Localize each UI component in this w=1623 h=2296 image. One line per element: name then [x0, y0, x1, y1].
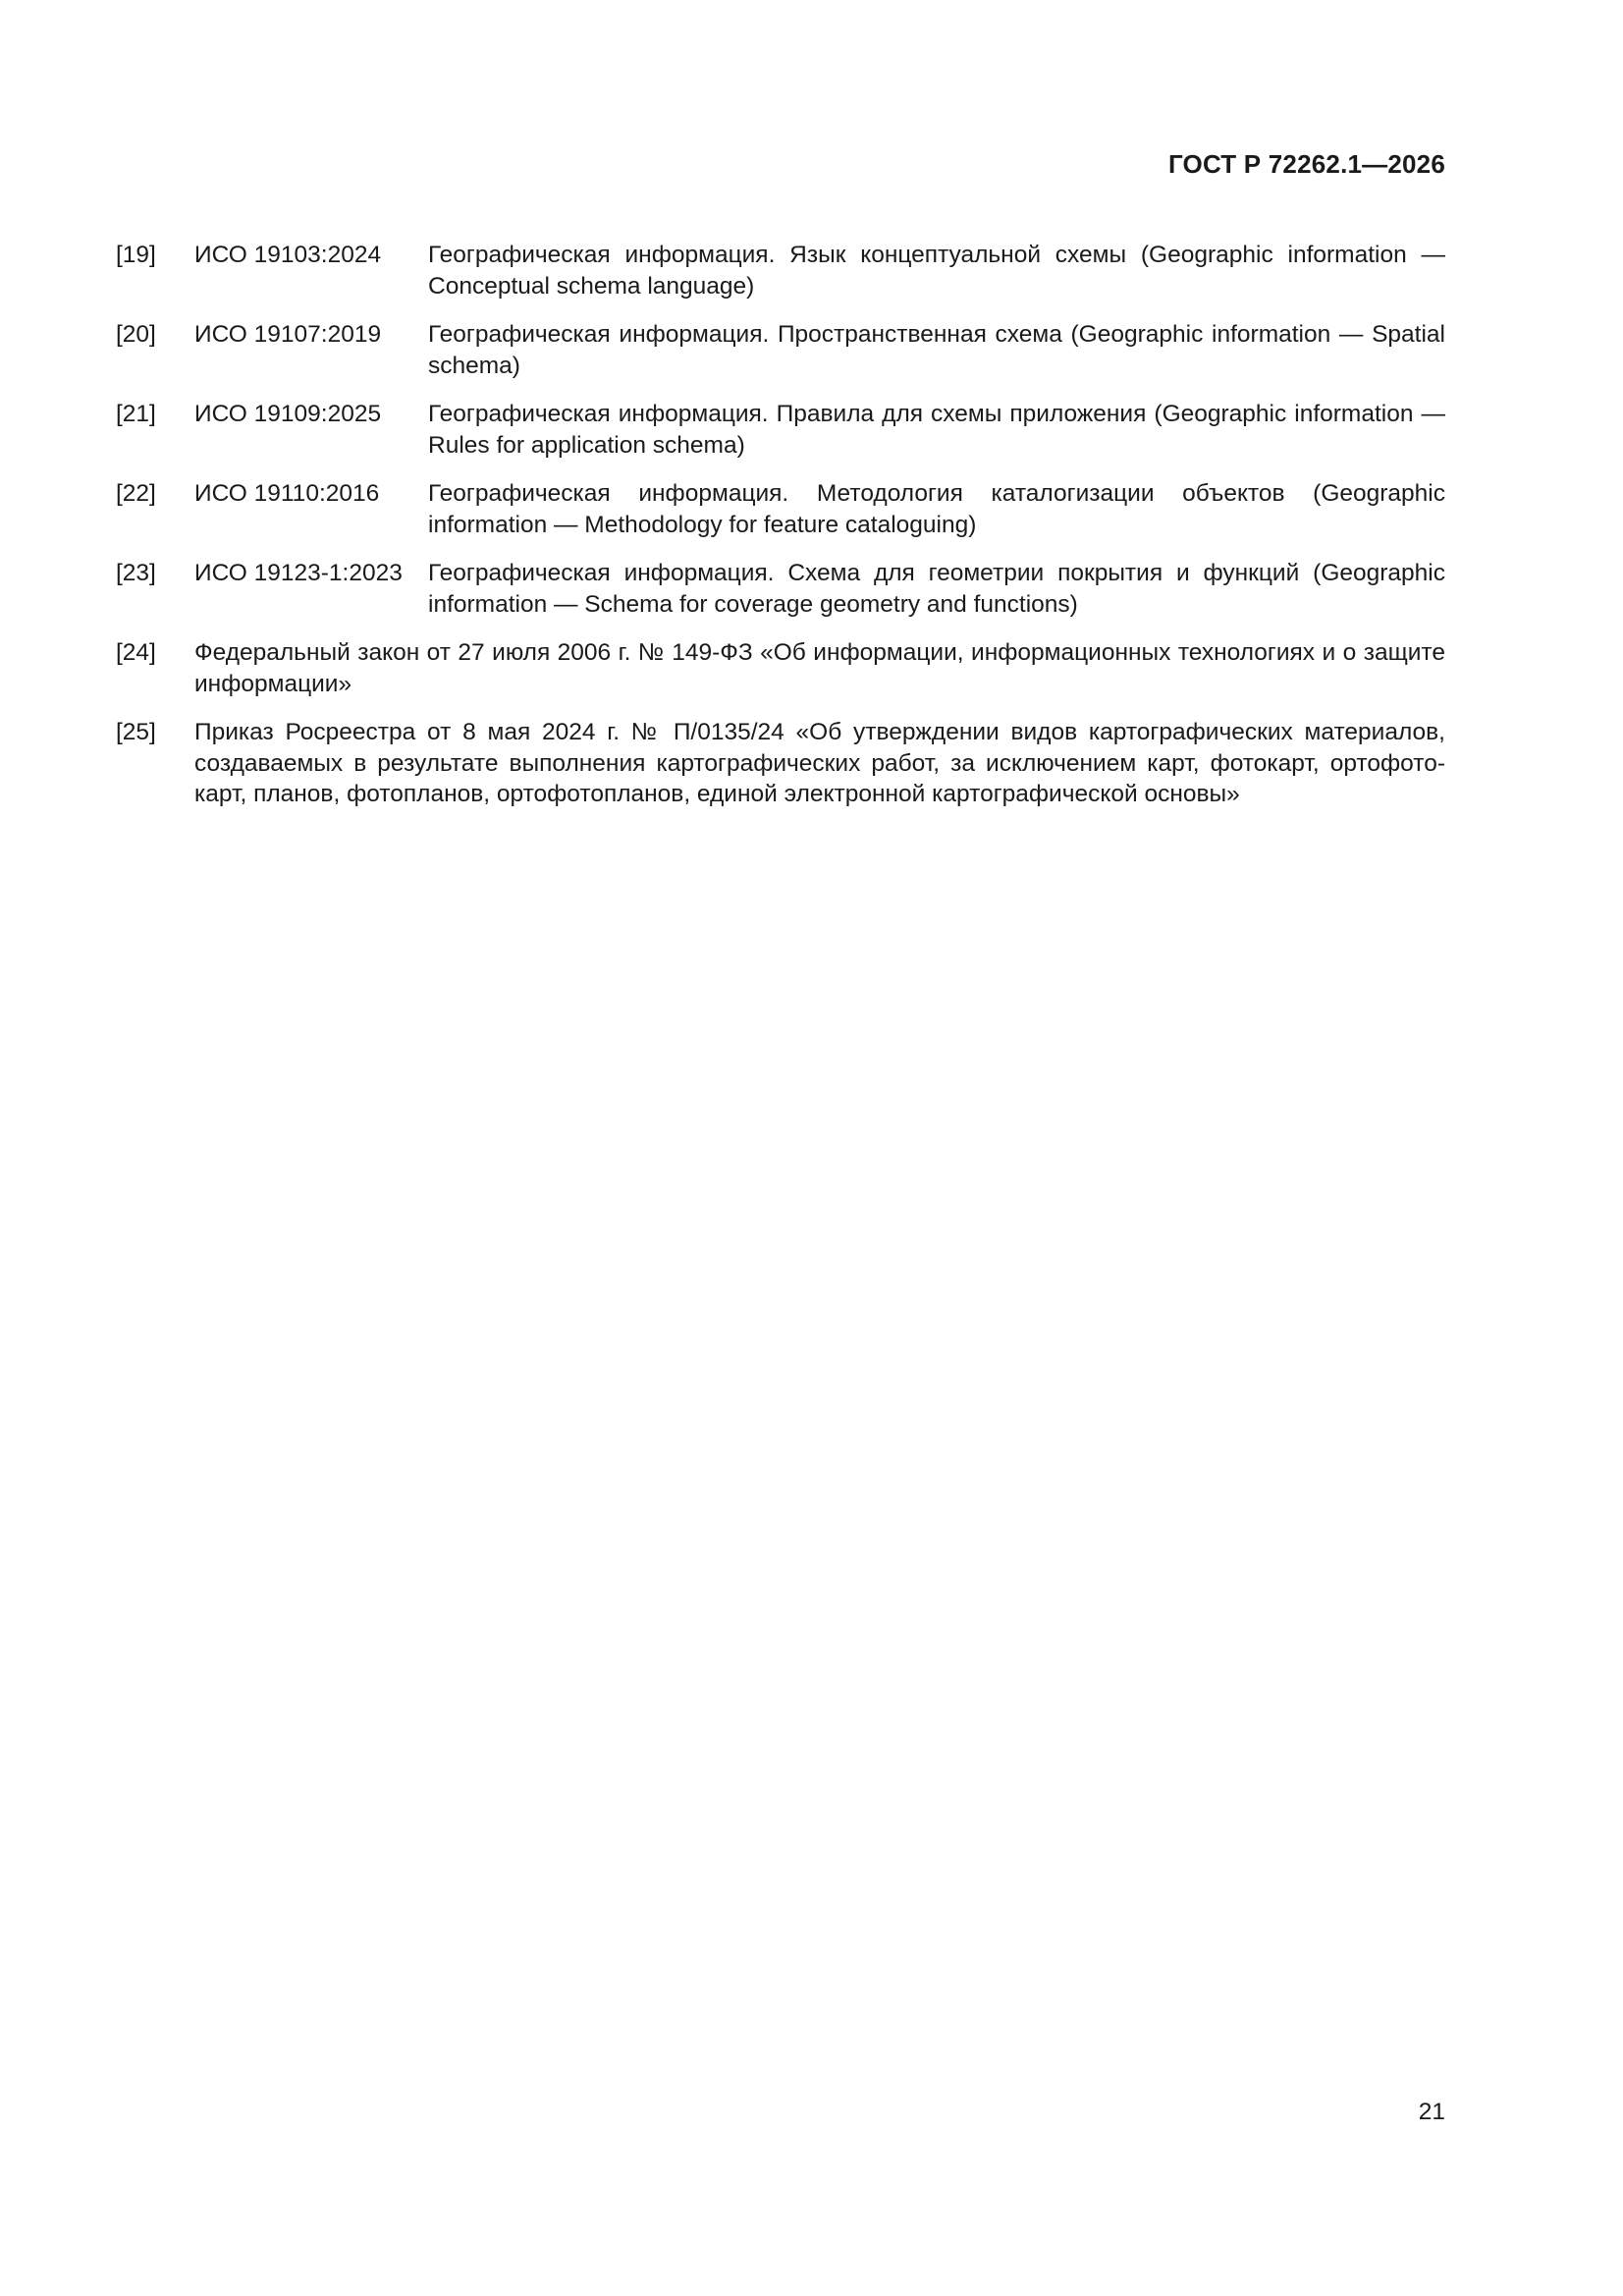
entry-standard-code: ИСО 19123-1:2023 — [194, 560, 403, 586]
entry-number: [24] — [116, 639, 156, 666]
entry-number: [19] — [116, 242, 156, 268]
bibliography-entry — [116, 319, 1445, 381]
entry-title: Приказ Росреестра от 8 мая 2024 г. № П/0135/24 «Об утверждении видов картографических материалов, создаваемых в результате выполнения картографических работ, за исключением карт, фотокарт, ортофотокарт, планов, фотопланов, ортофотопланов, единой электронной картографической основы» — [194, 719, 1445, 807]
entry-title: Географическая информация. Методология каталогизации объектов (Geographic information — Methodology for feature cataloguing) — [428, 480, 1445, 538]
bibliography-entry — [116, 717, 1445, 810]
bibliography-entry — [116, 399, 1445, 461]
entry-title: Географическая информация. Язык концептуальной схемы (Geographic information — Conceptual schema language) — [428, 242, 1445, 300]
entry-title: Федеральный закон от 27 июля 2006 г. № 149-ФЗ «Об информации, информационных технологиях и о защите информации» — [194, 639, 1445, 697]
entry-number: [22] — [116, 480, 156, 507]
entry-number: [23] — [116, 560, 156, 586]
bibliography-entry — [116, 558, 1445, 620]
entry-standard-code: ИСО 19103:2024 — [194, 242, 382, 268]
bibliography-entry — [116, 478, 1445, 540]
page-number: 21 — [1418, 2099, 1445, 2125]
document-standard-id: ГОСТ Р 72262.1—2026 — [1167, 149, 1445, 179]
entry-number: [20] — [116, 321, 156, 348]
entry-title: Географическая информация. Правила для схемы приложения (Geographic information — Rules for application schema) — [428, 401, 1445, 459]
entry-standard-code: ИСО 19109:2025 — [194, 401, 382, 427]
entry-number: [25] — [116, 719, 156, 745]
bibliography-list — [116, 240, 1445, 828]
entry-number: [21] — [116, 401, 156, 427]
bibliography-entry — [116, 240, 1445, 301]
entry-title: Географическая информация. Пространственная схема (Geographic information — Spatial schema) — [428, 321, 1445, 379]
entry-title: Географическая информация. Схема для геометрии покрытия и функций (Geographic information — Schema for coverage geometry and functions) — [428, 560, 1445, 618]
bibliography-entry — [116, 637, 1445, 699]
entry-standard-code: ИСО 19107:2019 — [194, 321, 382, 348]
entry-standard-code: ИСО 19110:2016 — [194, 480, 380, 507]
